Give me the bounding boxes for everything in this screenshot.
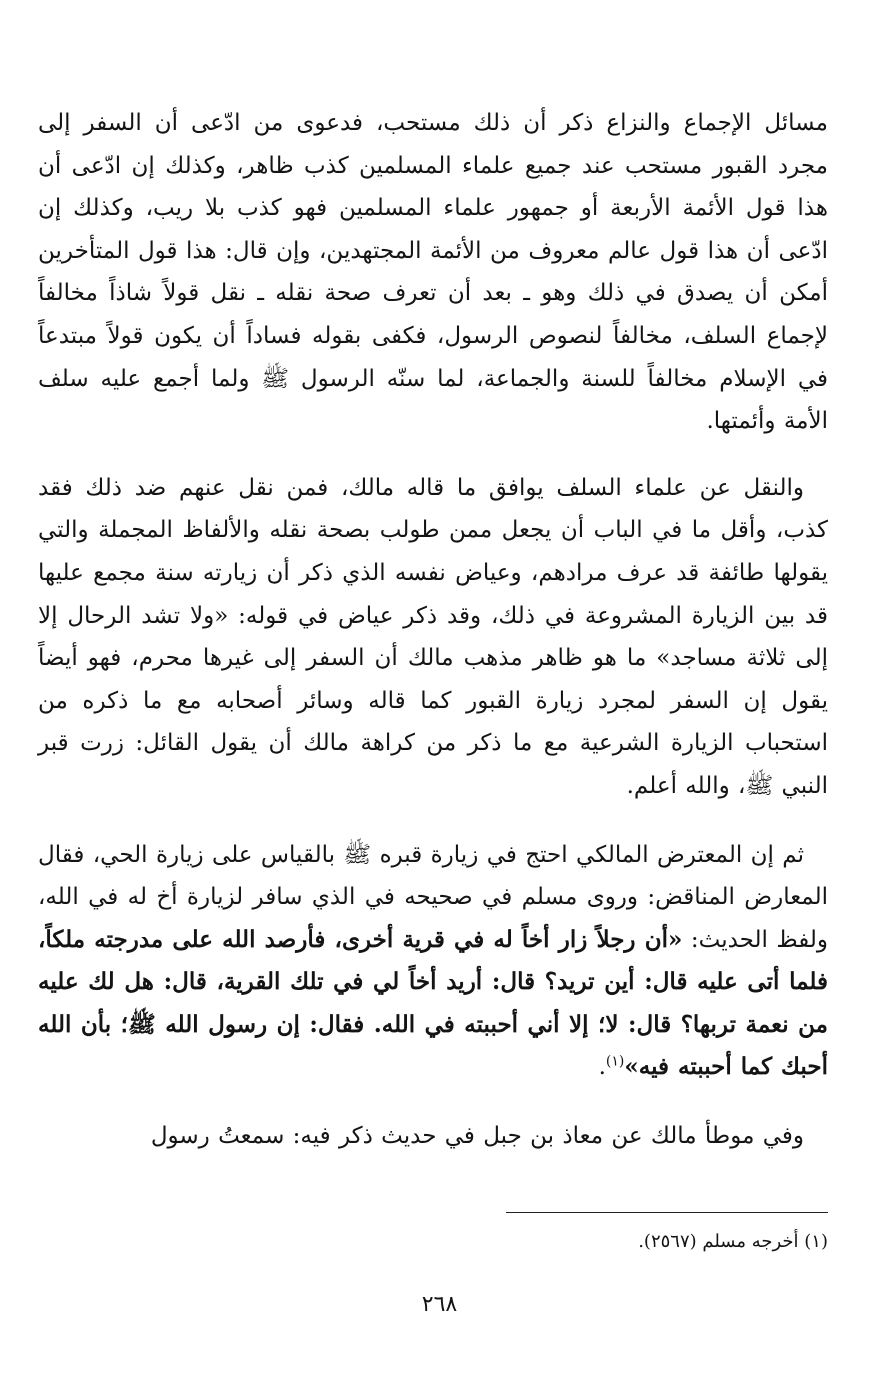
- paragraph-3-intro: ثم إن المعترض المالكي احتج في زيارة قبره ﷺ بالقياس على زيارة الحي، فقال المعارض المناقض: وروى مسلم في صحيحه في الذي سافر لزيارة أخ له في الله، ولفظ الحديث:: [38, 841, 828, 953]
- paragraph-3: [38, 834, 828, 1090]
- footnote-reference[interactable]: (١): [605, 1053, 625, 1070]
- paragraph-2: والنقل عن علماء السلف يوافق ما قاله مالك، فمن نقل عنهم ضد ذلك فقد كذب، وأقل ما في الباب أن يجعل ممن طولب بصحة نقله والألفاظ المجملة والتي يقولها طائفة قد عرف مرادهم، وعياض نفسه الذي ذكر أن زيارته سنة مجمع عليها قد بين الزيارة المشروعة في ذلك، وقد ذكر عياض في قوله: «ولا تشد الرحال إلا إلى ثلاثة مساجد» ما هو ظاهر مذهب مالك أن السفر إلى غيرها محرم، فهو أيضاً يقول إن السفر لمجرد زيارة القبور كما قاله وسائر أصحابه مع ما ذكره من استحباب الزيارة الشرعية مع ما ذكر من كراهة مالك أن يقول القائل: زرت قبر النبي ﷺ، والله أعلم.: [38, 474, 828, 799]
- footnote-divider: [506, 1212, 828, 1213]
- hadith-quote: «أن رجلاً زار أخاً له في قرية أخرى، فأرصد الله على مدرجته ملكاً، فلما أتى عليه قال: أين تريد؟ قال: أريد أخاً لي في تلك القرية، قال: هل لك عليه من نعمة تربها؟ قال: لا؛ إلا أني أحببته في الله. فقال: إن رسول الله ﷺ؛ بأن الله أحبك كما أحببته فيه»: [38, 925, 828, 1081]
- page-body: [38, 102, 828, 1158]
- paragraph-1: مسائل الإجماع والنزاع ذكر أن ذلك مستحب، فدعوى من ادّعى أن السفر إلى مجرد القبور مستحب عند جميع علماء المسلمين كذب ظاهر، وكذلك إن ادّعى أن هذا قول الأئمة الأربعة أو جمهور علماء المسلمين فهو كذب بلا ريب، وكذلك إن ادّعى أن هذا قول عالم معروف من الأئمة المجتهدين، وإن قال: هذا قول المتأخرين أمكن أن يصدق في ذلك وهو ـ بعد أن تعرف صحة نقله ـ نقل قولاً شاذاً مخالفاً لإجماع السلف، مخالفاً لنصوص الرسول، فكفى بقوله فساداً أن يكون قولاً مبتدعاً في الإسلام مخالفاً للسنة والجماعة، لما سنّه الرسول ﷺ ولما أجمع عليه سلف الأمة وأئمتها.: [38, 110, 828, 435]
- page-number: ٢٦٨: [421, 1292, 458, 1317]
- paragraph-3-end: .: [598, 1054, 606, 1081]
- footnote: (١) أخرجه مسلم (٢٥٦٧).: [638, 1231, 828, 1252]
- paragraph-4: وفي موطأ مالك عن معاذ بن جبل في حديث ذكر فيه: سمعتُ رسول: [150, 1123, 804, 1150]
